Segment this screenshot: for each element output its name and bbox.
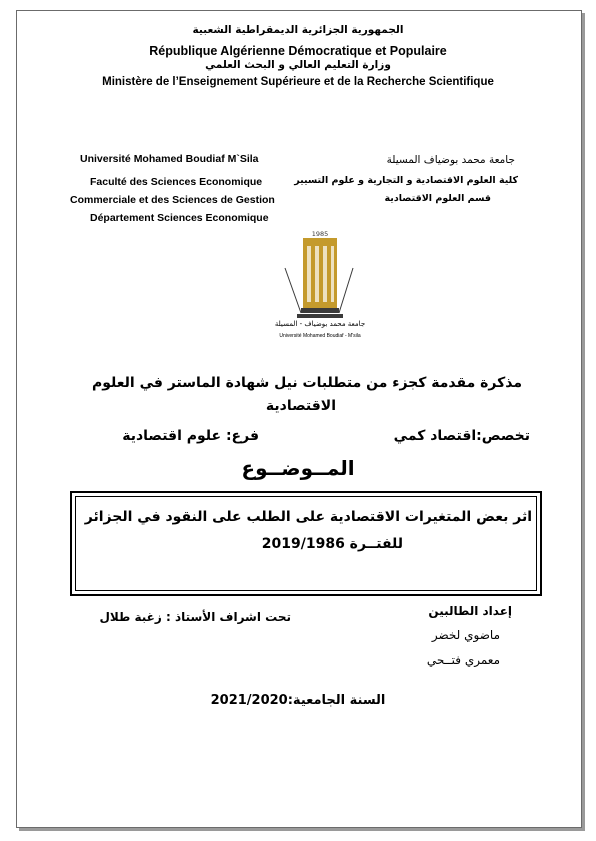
specialty: تخصص:اقتصاد كمي [393, 428, 530, 444]
memo-line2: الاقتصادية [265, 398, 336, 414]
header-ministry-fr: Ministère de l’Enseignement Supérieure et de la Recherche Scientifique [102, 76, 494, 88]
university-fr-line2: Faculté des Sciences Economique [90, 176, 263, 188]
university-fr-line3: Commerciale et des Sciences de Gestion [70, 194, 275, 206]
logo-caption-fr: Université Mohamed Boudiaf - M'sila [279, 333, 361, 339]
memo-line1: مذكرة مقدمة كجزء من متطلبات نيل شهادة الماستر في العلوم [92, 375, 522, 391]
supervisor: تحت اشراف الأستاذ : زغبة طلال [99, 610, 291, 624]
university-ar-line2: كلية العلوم الاقتصادية و التجارية و علوم التسيير [294, 175, 518, 186]
logo-year: 1985 [311, 230, 329, 238]
logo-caption-ar: جامعة محمد بوضياف - المسيلة [274, 320, 366, 328]
academic-year: السنة الجامعية:2021/2020 [210, 693, 386, 708]
header-republic-fr: République Algérienne Démocratique et Populaire [149, 44, 447, 58]
university-ar-line3: قسم العلوم الاقتصادية [384, 193, 491, 204]
student-2: معمري فتــحي [426, 653, 500, 667]
university-fr-line1: Université Mohamed Boudiaf M`Sila [80, 153, 259, 165]
topic-line1: اثر بعض المتغيرات الاقتصادية على الطلب على النقود في الجزائر [84, 509, 532, 525]
university-fr-line4: Département Sciences Economique [90, 212, 269, 224]
student-1: ماضوي لخضر [431, 628, 500, 642]
students-label: إعداد الطالبين [428, 604, 512, 618]
header-ministry-ar: وزارة التعليم العالي و البحث العلمي [205, 59, 391, 71]
topic-line2: للفتــرة 2019/1986 [261, 536, 403, 552]
branch: فرع: علوم اقتصادية [122, 428, 259, 444]
header-republic-ar: الجمهورية الجزائرية الديمقراطية الشعبية [192, 24, 404, 36]
university-ar-line1: جامعة محمد بوضياف المسيلة [386, 154, 515, 166]
subject-heading: المــوضــوع [241, 456, 355, 480]
